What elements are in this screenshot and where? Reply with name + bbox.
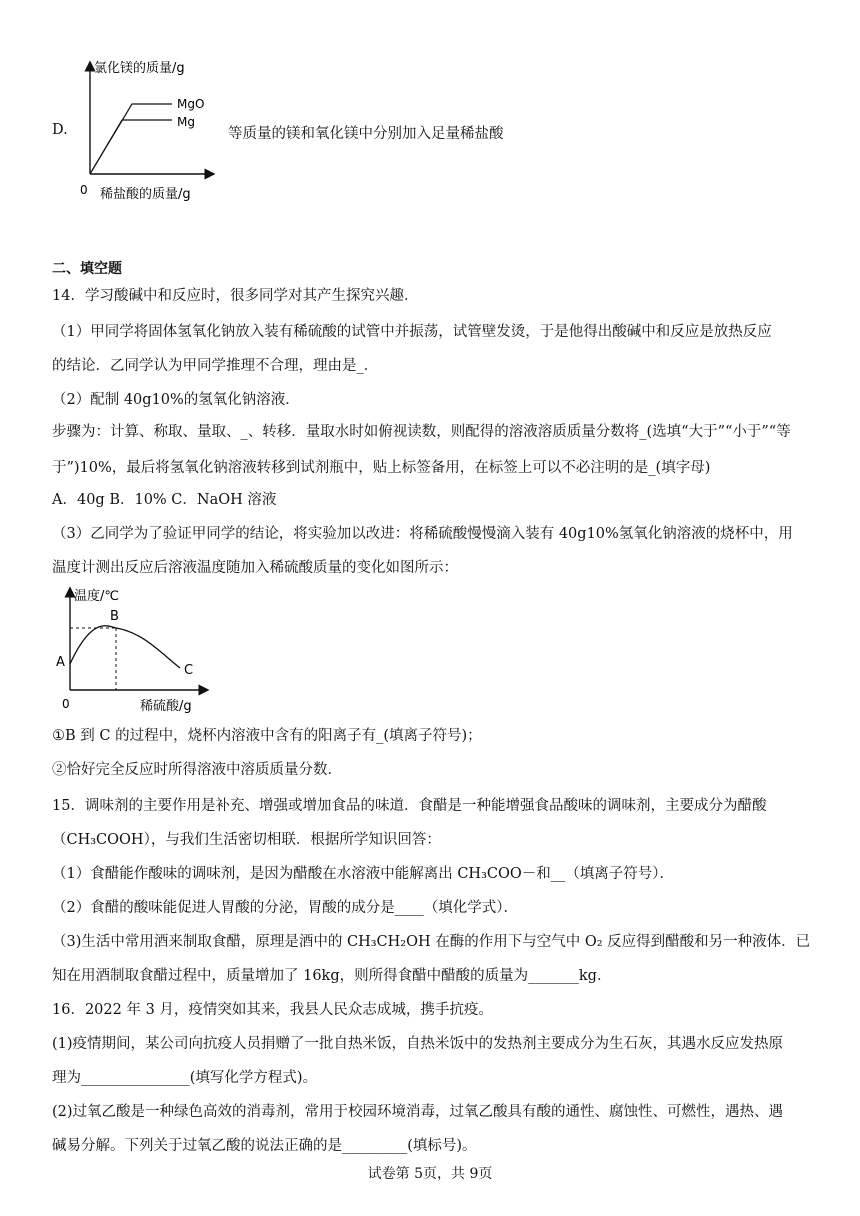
option-d-graph — [70, 56, 220, 206]
option-d-label: D. — [52, 122, 68, 138]
temperature-graph — [52, 586, 212, 714]
q14-sub1: ①B 到 C 的过程中，烧杯内溶液中含有的阳离子有_(填离子符号)； — [52, 728, 482, 744]
q14-p2a: 步骤为：计算、称取、量取、_、转移．量取水时如俯视读数，则配得的溶液溶质质量分数将_(选填“大于”“小于”“等 — [52, 424, 791, 440]
q14-p3b: 温度计测出反应后溶液温度随加入稀硫酸质量的变化如图所示： — [52, 560, 458, 576]
page-footer: 试卷第 5页，共 9页 — [367, 1166, 493, 1182]
graph-ylabel: 温度/℃ — [74, 589, 119, 604]
q15-p3a: （3)生活中常用酒来制取食醋，原理是酒中的 CH₃CH₂OH 在酶的作用下与空气中 O₂ 反应得到醋酸和另一种液体．已 — [52, 934, 811, 950]
graph-xlabel: 稀硫酸/g — [140, 699, 192, 714]
curve-mg — [90, 120, 172, 174]
curve-mgo — [90, 104, 172, 174]
q16-p1b: 理为_______________(填写化学方程式)。 — [52, 1070, 318, 1086]
point-c-label: C — [184, 663, 194, 678]
origin-label: 0 — [80, 183, 88, 197]
q15-p1: （1）食醋能作酸味的调味剂，是因为醋酸在水溶液中能解离出 CH₃COO－和__（填离子符号）． — [52, 866, 675, 882]
q16-p1a: (1)疫情期间，某公司向抗疫人员捐赠了一批自热米饭，自热米饭中的发热剂主要成分为生石灰，其遇水反应发热原 — [52, 1036, 784, 1052]
option-d-description: 等质量的镁和氧化镁中分别加入足量稀盐酸 — [228, 126, 504, 142]
q16-p2a: (2)过氧乙酸是一种绿色高效的消毒剂，常用于校园环境消毒，过氧乙酸具有酸的通性、腐蚀性、可燃性，遇热、遇 — [52, 1104, 784, 1120]
origin-label: 0 — [62, 697, 70, 711]
q15-p2: （2）食醋的酸味能促进人胃酸的分泌，胃酸的成分是____（填化学式）． — [52, 900, 518, 916]
q14-p1a: （1）甲同学将固体氢氧化钠放入装有稀硫酸的试管中并振荡，试管壁发烫，于是他得出酸碱中和反应是放热反应 — [52, 324, 772, 340]
q15-p3b: 知在用酒制取食醋过程中，质量增加了 16kg，则所得食醋中醋酸的质量为_______kg． — [52, 968, 612, 984]
q14-sub2: ②恰好完全反应时所得溶液中溶质质量分数． — [52, 762, 342, 778]
series-mg-label: Mg — [177, 115, 195, 129]
section-title: 二、填空题 — [52, 261, 122, 277]
q14-p3a: （3）乙同学为了验证甲同学的结论，将实验加以改进：将稀硫酸慢慢滴入装有 40g10%氢氧化钠溶液的烧杯中，用 — [52, 526, 793, 542]
graph-ylabel: 氯化镁的质量/g — [94, 61, 185, 76]
q14-p2: （2）配制 40g10%的氢氧化钠溶液． — [52, 392, 300, 408]
q14-stem: 14．学习酸碱中和反应时，很多同学对其产生探究兴趣． — [52, 288, 419, 304]
point-a-label: A — [56, 655, 65, 670]
q14-options: A．40g B．10% C．NaOH 溶液 — [52, 492, 277, 508]
q14-p1b: 的结论．乙同学认为甲同学推理不合理，理由是_． — [52, 358, 379, 374]
q15-stem2: （CH₃COOH），与我们生活密切相联．根据所学知识回答： — [52, 832, 441, 848]
q16-stem: 16．2022 年 3 月，疫情突如其来，我县人民众志成城，携手抗疫。 — [52, 1002, 493, 1018]
series-mgo-label: MgO — [177, 97, 205, 111]
graph-xlabel: 稀盐酸的质量/g — [100, 187, 191, 202]
point-b-label: B — [110, 609, 119, 624]
q16-p2b: 碱易分解。下列关于过氧乙酸的说法正确的是_________(填标号)。 — [52, 1138, 477, 1154]
q14-p2b: 于”)10%，最后将氢氧化钠溶液转移到试剂瓶中，贴上标签备用，在标签上可以不必注明的是_(填字母) — [52, 460, 711, 476]
temperature-curve — [70, 626, 180, 668]
q15-stem: 15．调味剂的主要作用是补充、增强或增加食品的味道．食醋是一种能增强食品酸味的调味剂，主要成分为醋酸 — [52, 798, 767, 814]
